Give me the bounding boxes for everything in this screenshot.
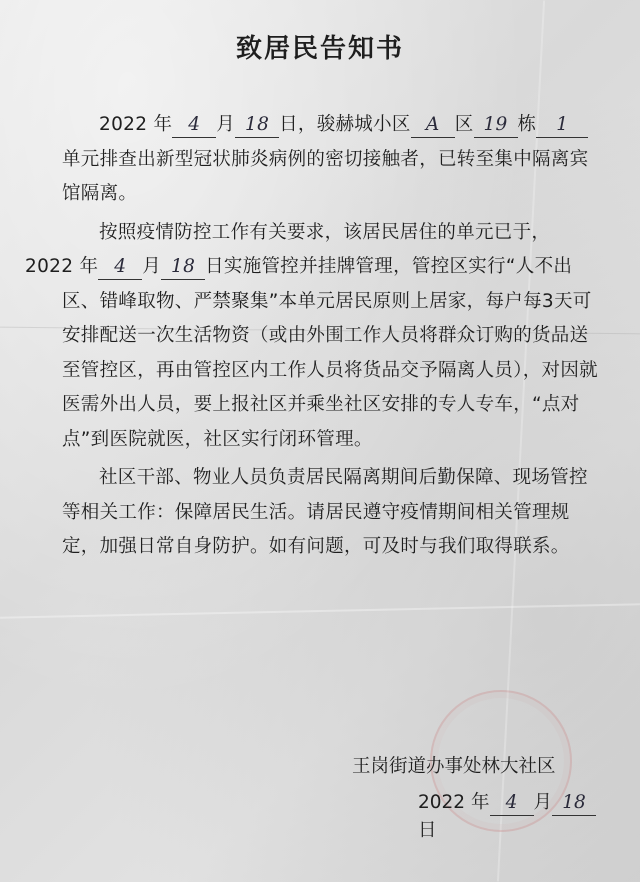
handwritten-day: 18: [235, 113, 279, 138]
handwritten-month: 4: [98, 255, 142, 280]
handwritten-month: 4: [172, 113, 216, 138]
signature-organization: 王岗街道办事处林大社区: [352, 756, 556, 777]
handwritten-day: 18: [552, 791, 596, 816]
signature-date: 2022 年 4 月 18日: [418, 788, 608, 842]
p2-year: 2022: [25, 256, 74, 277]
paragraph-2: 按照疫情防控工作有关要求，该居民居住的单元已于， 2022 年 4 月 18 日实施管控并挂牌管理，管控区实行“人不出区、错峰取物、严禁聚集”本单元居民原则上居家，每户每3天可安排配送一次生活物资（或由外围工作人员将群众订购的货品送至管控区，再由管控区内工作人员将货品交予隔离人员），对因就医需外出人员，要上报社区并乘坐社区安排的专人专车，“点对点”到医院就医，社区实行闭环管理。: [25, 221, 598, 450]
paper-crease: [0, 603, 640, 618]
notice-title: 致居民告知书: [235, 34, 404, 64]
notice-body: [25, 108, 602, 569]
p1-year: 2022: [99, 114, 148, 135]
handwritten-month: 4: [490, 791, 534, 816]
paragraph-3: 社区干部、物业人员负责居民隔离期间后勤保障、现场管控等相关工作：保障居民生活。请居民遵守疫情期间相关管理规定，加强日常自身防护。如有问题，可及时与我们取得联系。: [62, 467, 588, 557]
handwritten-building: 19: [474, 113, 518, 138]
handwritten-day: 18: [161, 255, 205, 280]
paragraph-1: 2022 年 4 月 18 日，骏赫城小区 A 区 19 栋 1单元排查出新型冠状肺炎病例的密切接触者，已转至集中隔离宾馆隔离。: [62, 114, 589, 204]
handwritten-zone: A: [411, 113, 455, 138]
handwritten-unit: 1: [536, 113, 588, 138]
